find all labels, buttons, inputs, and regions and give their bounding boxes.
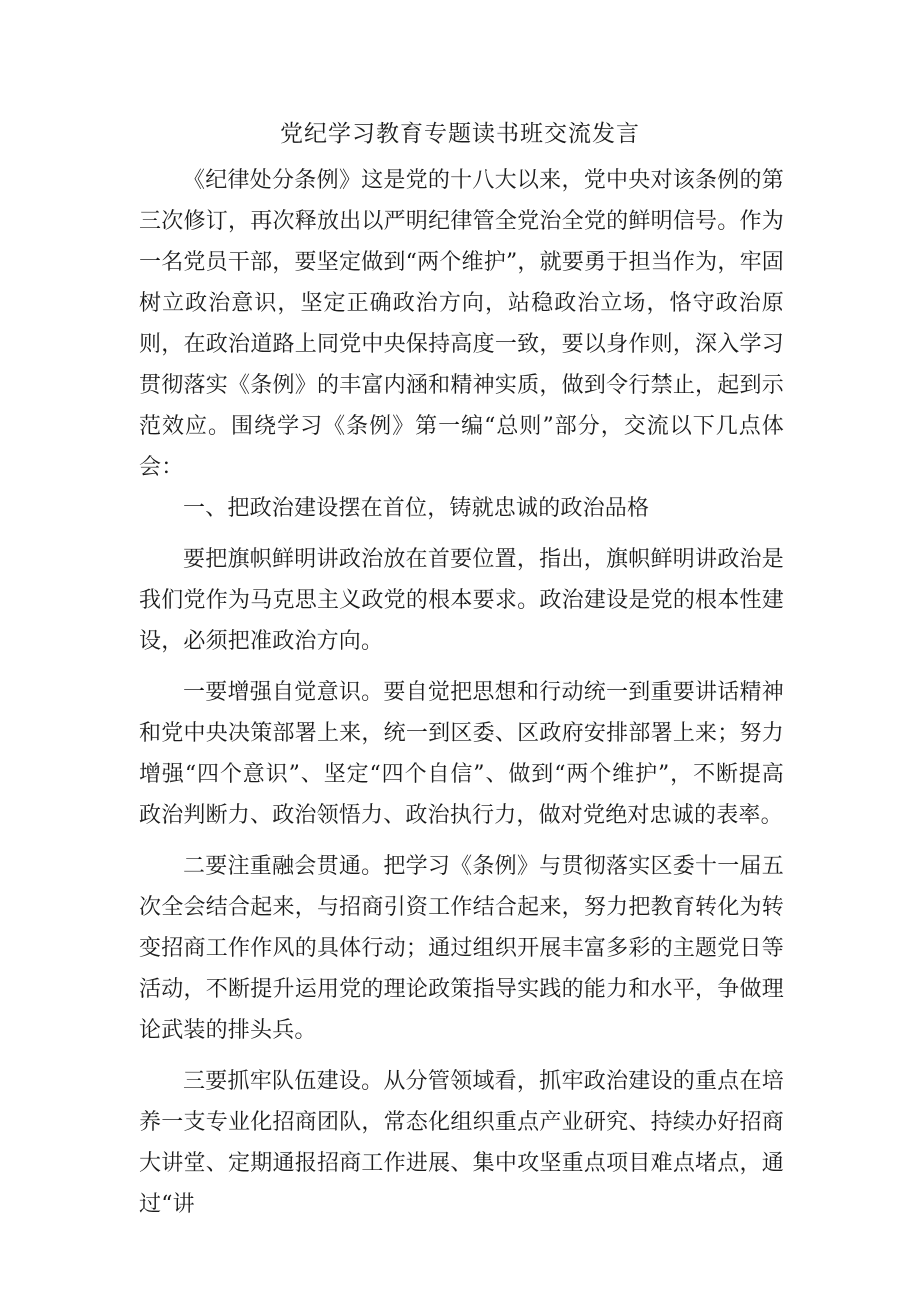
body-paragraph: 二要注重融会贯通。把学习《条例》与贯彻落实区委十一届五次全会结合起来，与招商引资工作结合起来，努力把教育转化为转变招商工作作风的具体行动；通过组织开展丰富多彩的主题党日等活动，不断提升运用党的理论政策指导实践的能力和水平，争做理论武装的排头兵。: [139, 854, 784, 1043]
body-paragraph: 要把旗帜鲜明讲政治放在首要位置，指出，旗帜鲜明讲政治是我们党作为马克思主义政党的根本要求。政治建设是党的根本性建设，必须把准政治方向。: [139, 547, 784, 654]
section-heading: 一、把政治建设摆在首位，铸就忠诚的政治品格: [183, 496, 650, 521]
intro-paragraph: 《纪律处分条例》这是党的十八大以来，党中央对该条例的第三次修订，再次释放出以严明纪律管全党治全党的鲜明信号。作为一名党员干部，要坚定做到“两个维护”，就要勇于担当作为，牢固树立政治意识，坚定正确政治方向，站稳政治立场，恪守政治原则，在政治道路上同党中央保持高度一致，要以身作则，深入学习贯彻落实《条例》的丰富内涵和精神实质，做到令行禁止，起到示范效应。围绕学习《条例》第一编“总则”部分，交流以下几点体会：: [139, 168, 784, 480]
document-title: 党纪学习教育专题读书班交流发言: [280, 121, 640, 147]
body-paragraph: 三要抓牢队伍建设。从分管领域看，抓牢政治建设的重点在培养一支专业化招商团队，常态化组织重点产业研究、持续办好招商大讲堂、定期通报招商工作进展、集中攻坚重点项目难点堵点，通过“讲: [139, 1069, 784, 1217]
body-paragraph: 一要增强自觉意识。要自觉把思想和行动统一到重要讲话精神和党中央决策部署上来，统一到区委、区政府安排部署上来；努力增强“四个意识”、坚定“四个自信”、做到“两个维护”，不断提高政治判断力、政治领悟力、政治执行力，做对党绝对忠诚的表率。: [139, 680, 784, 828]
document-body: [139, 160, 784, 1225]
